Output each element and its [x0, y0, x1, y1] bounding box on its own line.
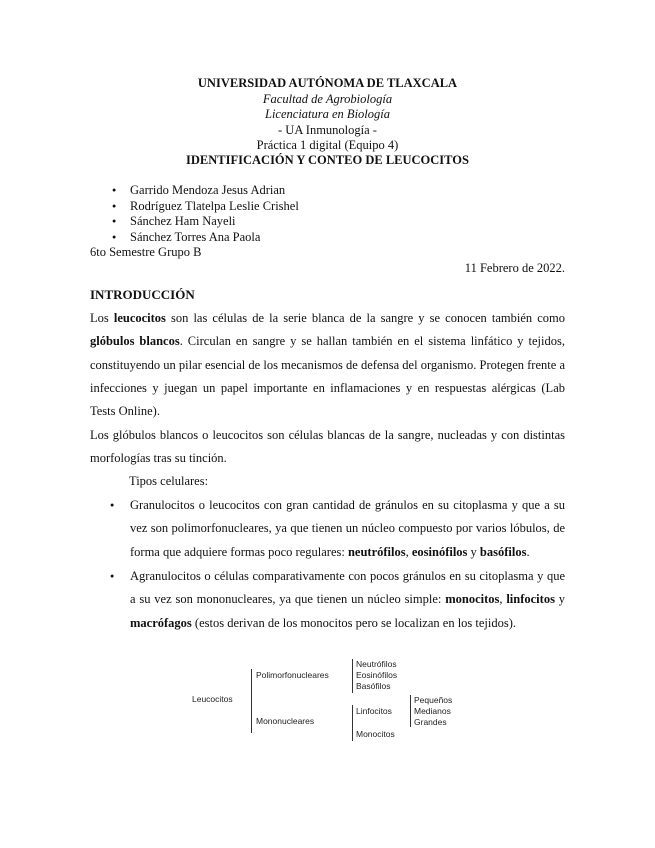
- types-label: Tipos celulares:: [129, 474, 209, 488]
- diagram-medium: Medianos: [414, 706, 451, 716]
- university-name: UNIVERSIDAD AUTÓNOMA DE TLAXCALA: [197, 76, 458, 90]
- degree-name: Licenciatura en Biología: [265, 107, 390, 121]
- intro-paragraph: Los leucocitos son las células de la serie blanca de la sangre y se conocen también como glóbulos blancos. Circulan en sangre y se hallan también en el sistema linfático y tejidos, constituyendo un pilar esencial de los mecanismos de defensa del organismo. Protegen frente a infecciones y juegan un papel importante en inflamaciones y en respuestas alérgicas (Lab Tests Online).: [90, 311, 565, 419]
- author-item: ● Garrido Mendoza Jesus Adrian: [112, 183, 299, 199]
- bullet-icon: ●: [110, 501, 115, 509]
- faculty-name: Facultad de Agrobiología: [262, 92, 393, 106]
- diagram-basophils: Basófilos: [356, 681, 391, 691]
- section-title: INTRODUCCIÓN: [90, 287, 195, 302]
- author-item: ● Rodríguez Tlatelpa Leslie Crishel: [112, 199, 299, 215]
- course-name: - UA Inmunología -: [278, 123, 377, 137]
- diagram-bracket: [352, 659, 353, 693]
- diagram-bracket: [251, 669, 252, 733]
- author-item: ● Sánchez Torres Ana Paola: [112, 230, 299, 246]
- diagram-neutrophils: Neutrófilos: [356, 659, 397, 669]
- diagram-eosinophils: Eosinófilos: [356, 670, 398, 680]
- diagram-large: Grandes: [414, 717, 447, 727]
- agranulocytes-bullet: ● Agranulocitos o células comparativamente con pocos gránulos en su citoplasma y que a su vez son mononucleares, ya que tienen un núcleo simple: monocitos, linfocitos y macrófagos (estos derivan de los monocitos pero se localizan en los tejidos).: [110, 565, 565, 635]
- group-text: 6to Semestre Grupo B: [90, 245, 202, 259]
- diagram-mononuclear: Mononucleares: [256, 716, 315, 726]
- diagram-bracket: [410, 695, 411, 727]
- author-list: [112, 183, 299, 245]
- diagram-bracket: [352, 705, 353, 741]
- author-item: ● Sánchez Ham Nayeli: [112, 214, 299, 230]
- granulocytes-bullet: ● Granulocitos o leucocitos con gran cantidad de gránulos en su citoplasma y que a su vez son polimorfonucleares, ya que tienen un núcleo compuesto por varios lóbulos, de forma que adquiere formas poco regulares: neutrófilos, eosinófilos y basófilos.: [110, 494, 565, 564]
- diagram-root: Leucocitos: [192, 694, 233, 704]
- bullet-icon: ●: [110, 572, 115, 580]
- second-paragraph: Los glóbulos blancos o leucocitos son células blancas de la sangre, nucleadas y con distintas morfologías tras su tinción.: [90, 428, 565, 466]
- diagram-lymphocytes: Linfocitos: [356, 706, 392, 716]
- diagram-monocytes: Monocitos: [356, 729, 395, 739]
- leukocyte-classification-diagram: [180, 655, 480, 745]
- document-title: IDENTIFICACIÓN Y CONTEO DE LEUCOCITOS: [186, 153, 469, 167]
- date-text: 11 Febrero de 2022.: [464, 261, 565, 275]
- practice-name: Práctica 1 digital (Equipo 4): [256, 138, 399, 152]
- diagram-small: Pequeños: [414, 695, 453, 705]
- diagram-polymorphonuclear: Polimorfonucleares: [256, 670, 329, 680]
